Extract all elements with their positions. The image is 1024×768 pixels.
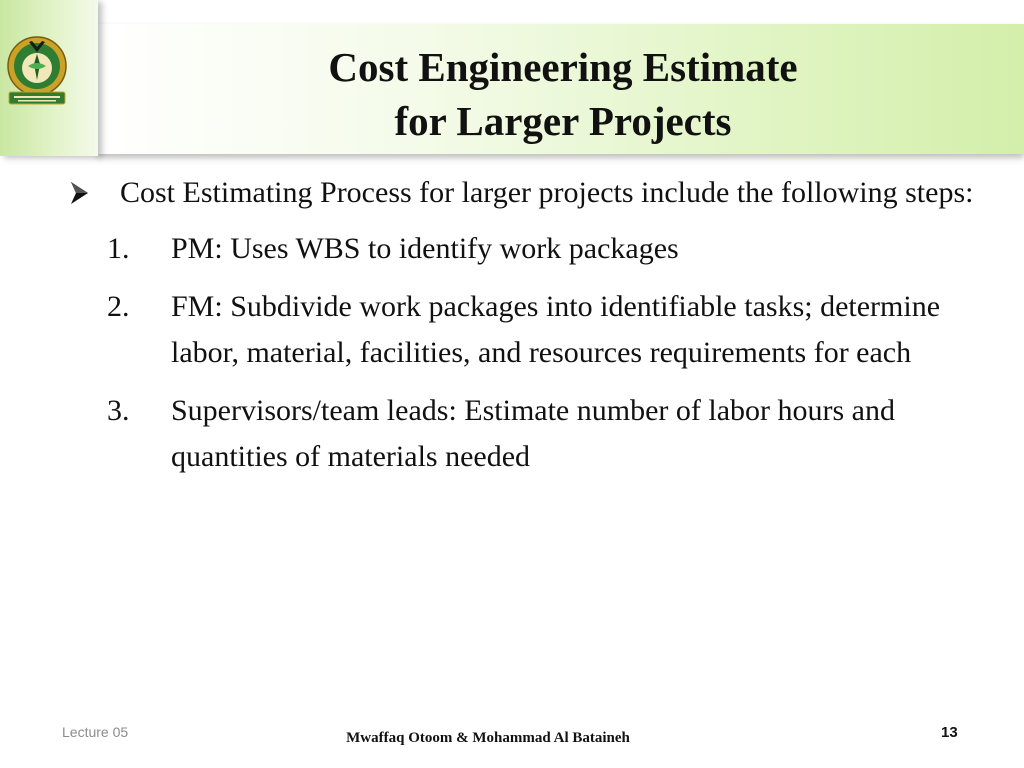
step-number: 3.	[107, 394, 130, 427]
title-line-2: for Larger Projects	[394, 98, 732, 144]
step-number: 1.	[107, 232, 130, 265]
list-item	[0, 388, 1024, 480]
footer-lecture: Lecture 05	[62, 724, 129, 740]
university-emblem-icon	[4, 34, 70, 110]
step-text: Supervisors/team leads: Estimate number of labor hours and quantities of materials needed	[171, 394, 895, 473]
bullet-text: Cost Estimating Process for larger projects include the following steps:	[120, 176, 974, 209]
bullet-item	[0, 170, 1024, 216]
footer-authors: Mwaffaq Otoom & Mohammad Al Bataineh	[346, 730, 630, 746]
page-number: 13	[941, 724, 958, 741]
steps-list	[0, 226, 1024, 480]
step-text: FM: Subdivide work packages into identifiable tasks; determine labor, material, facilities, and resources requirements for each	[171, 290, 941, 369]
list-item	[0, 226, 1024, 272]
logo-strip	[0, 0, 98, 156]
step-text: PM: Uses WBS to identify work packages	[171, 232, 679, 265]
list-item	[0, 284, 1024, 376]
step-number: 2.	[107, 290, 130, 323]
slide-content	[0, 170, 1024, 492]
arrow-bullet-icon	[66, 170, 96, 216]
title-line-1: Cost Engineering Estimate	[328, 44, 798, 90]
slide-title	[100, 40, 1024, 148]
